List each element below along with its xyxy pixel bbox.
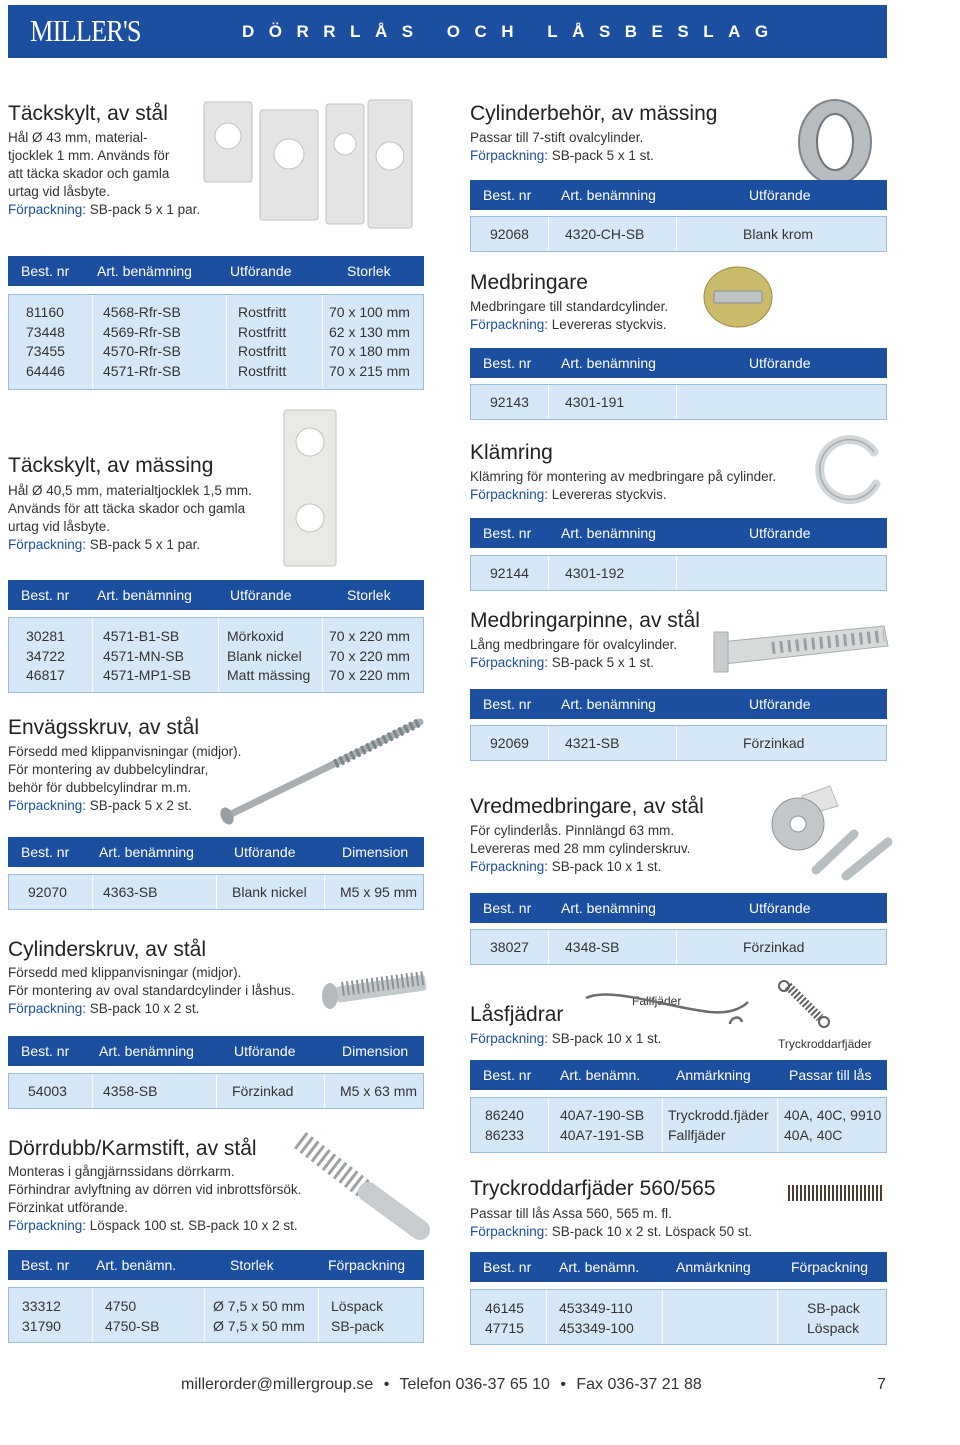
table-cell: Blank nickel — [227, 647, 302, 664]
section-title: Täckskylt, av stål — [8, 102, 168, 125]
packaging: Förpackning: SB-pack 5 x 1 par. — [8, 202, 201, 217]
table-cell: 4571-Rfr-SB — [103, 362, 181, 379]
table-cell: Rostfritt — [238, 323, 287, 340]
table-header — [8, 1036, 424, 1066]
table-cell: 4301-191 — [565, 394, 625, 410]
footer-phone: Telefon 036-37 65 10 — [399, 1376, 550, 1393]
product-table — [470, 216, 887, 252]
desc-line: Hål Ø 43 mm, material- — [8, 130, 148, 145]
section-vredmedbringare — [470, 795, 704, 876]
clamp-ring-image — [812, 432, 888, 508]
table-cell: 4569-Rfr-SB — [103, 323, 181, 340]
section-klamring — [470, 441, 776, 504]
table-cell: 4571-MP1-SB — [103, 667, 191, 683]
table-cell: SB-pack — [331, 1317, 384, 1334]
one-way-screw-image — [215, 712, 430, 827]
table-cell: 4570-Rfr-SB — [103, 343, 181, 359]
table-cell: 4348-SB — [565, 939, 620, 955]
cover-plate-brass-image — [280, 408, 340, 570]
col-header: Utförande — [749, 355, 811, 371]
knob-driver-image — [758, 782, 898, 882]
section-title: Klämring — [470, 441, 553, 464]
col-header: Art. benämning — [561, 696, 656, 712]
desc-line: urtag vid låsbyte. — [8, 519, 111, 534]
col-header: Passar till lås — [789, 1067, 872, 1083]
desc-line: Förhindrar avlyftning av dörren vid inbrottsförsök. — [8, 1182, 302, 1197]
col-header: Utförande — [230, 263, 292, 279]
col-header: Utförande — [234, 844, 296, 860]
product-table — [8, 1287, 424, 1343]
table-cell: Tryckrodd.fjäder — [668, 1107, 769, 1123]
table-cell: 73455 — [26, 343, 65, 359]
col-header: Art. benämning — [561, 525, 656, 541]
table-cell: 86233 — [485, 1126, 524, 1143]
col-header: Art. benämn. — [560, 1067, 641, 1083]
section-title: Medbringare — [470, 271, 588, 294]
col-header: Utförande — [749, 187, 811, 203]
table-cell: 4750-SB — [105, 1317, 160, 1334]
col-header: Art. benämning — [561, 355, 656, 371]
desc-line: För cylinderlås. Pinnlängd 63 mm. — [470, 823, 675, 838]
col-header: Art. benämning — [561, 187, 656, 203]
packaging: Förpackning: SB-pack 5 x 1 st. — [470, 148, 654, 163]
product-table — [470, 1097, 887, 1153]
section-medbringarpinne — [470, 609, 700, 672]
table-cell: 33312 — [22, 1298, 61, 1314]
table-cell: Rostfritt — [238, 343, 287, 359]
section-cylinderskruv — [8, 938, 295, 1018]
product-table — [470, 384, 887, 420]
table-header — [470, 1252, 887, 1282]
table-cell: 62 x 130 mm — [329, 323, 410, 340]
desc-line: Försedd med klippanvisningar (midjor). — [8, 744, 242, 759]
col-header: Utförande — [230, 587, 292, 603]
table-cell: 54003 — [28, 1083, 67, 1099]
desc-line: Lång medbringare för ovalcylinder. — [470, 637, 678, 652]
table-cell: 70 x 180 mm — [329, 343, 410, 359]
section-title: Medbringarpinne, av stål — [470, 609, 700, 632]
table-header — [8, 256, 424, 286]
col-header: Best. nr — [21, 587, 70, 603]
table-cell: 81160 — [26, 304, 64, 320]
product-table — [470, 929, 887, 965]
table-cell: Blank nickel — [232, 884, 307, 900]
col-header: Best. nr — [483, 1259, 532, 1275]
table-cell: M5 x 63 mm — [340, 1083, 418, 1099]
col-header: Storlek — [347, 587, 391, 603]
table-cell: M5 x 95 mm — [340, 884, 418, 900]
col-header: Art. benämning — [97, 587, 192, 603]
table-cell: 40A, 40C — [784, 1126, 843, 1143]
table-cell: 4571-B1-SB — [103, 628, 180, 644]
product-table — [470, 555, 887, 591]
packaging: Förpackning: SB-pack 5 x 1 par. — [8, 537, 201, 552]
footer-fax: Fax 036-37 21 88 — [576, 1376, 702, 1393]
door-stud-image — [288, 1130, 433, 1242]
section-title: Envägsskruv, av stål — [8, 716, 200, 739]
table-cell: 92069 — [490, 735, 529, 751]
table-cell: Mörkoxid — [227, 628, 284, 644]
table-header — [8, 837, 424, 867]
section-tackskylt-massing — [8, 454, 252, 554]
desc-line: Medbringare till standardcylinder. — [470, 299, 669, 314]
packaging: Förpackning: SB-pack 10 x 1 st. — [470, 1031, 662, 1046]
table-cell: Ø 7,5 x 50 mm — [213, 1298, 305, 1314]
section-title: Cylinderskruv, av stål — [8, 938, 207, 961]
table-cell: 92143 — [490, 394, 529, 410]
section-title: Tryckroddarfjäder 560/565 — [470, 1177, 716, 1200]
section-dorrdubb — [8, 1137, 301, 1235]
col-header: Storlek — [347, 263, 391, 279]
table-header — [8, 580, 424, 610]
col-header: Best. nr — [483, 355, 532, 371]
footer-email[interactable]: millerorder@millergroup.se — [181, 1376, 374, 1393]
desc-line: Förzinkat utförande. — [8, 1200, 129, 1215]
product-table — [8, 874, 424, 910]
table-cell: 92144 — [490, 565, 529, 581]
table-cell: Matt mässing — [227, 667, 311, 683]
table-cell: 47715 — [485, 1319, 524, 1336]
table-cell: 4568-Rfr-SB — [103, 304, 181, 320]
packaging: Förpackning: SB-pack 5 x 2 st. — [8, 798, 192, 813]
table-cell: 453349-100 — [559, 1319, 634, 1336]
table-cell: 4363-SB — [103, 884, 158, 900]
table-cell: 64446 — [26, 362, 65, 379]
product-table — [8, 294, 424, 390]
col-header: Utförande — [749, 696, 811, 712]
table-cell: Löspack — [331, 1298, 384, 1314]
table-header — [8, 1250, 424, 1280]
desc-line: Försedd med klippanvisningar (midjor). — [8, 965, 242, 980]
footer-separator: • — [383, 1376, 390, 1393]
table-cell: 453349-110 — [559, 1300, 633, 1316]
desc-line: För montering av dubbelcylindrar, — [8, 762, 209, 777]
table-cell: 70 x 215 mm — [329, 362, 410, 379]
desc-line: Används för att täcka skador och gamla — [8, 501, 246, 516]
table-cell: Rostfritt — [238, 362, 287, 379]
table-cell: 40A7-191-SB — [560, 1126, 645, 1143]
col-header: Best. nr — [483, 696, 532, 712]
table-cell: 38027 — [490, 939, 529, 955]
table-cell: Förzinkad — [743, 735, 805, 751]
section-title: Vredmedbringare, av stål — [470, 795, 704, 818]
desc-line: Passar till 7-stift ovalcylinder. — [470, 130, 644, 145]
table-cell: 73448 — [26, 323, 65, 340]
col-header: Utförande — [234, 1043, 296, 1059]
col-header: Art. benämning — [561, 900, 656, 916]
section-tryckroddarfjader — [470, 1177, 752, 1241]
table-cell: Förzinkad — [743, 939, 805, 955]
table-cell: 92070 — [28, 884, 67, 900]
footer-separator: • — [560, 1376, 566, 1393]
col-header: Art. benämning — [97, 263, 192, 279]
col-header: Best. nr — [483, 900, 532, 916]
desc-line: Klämring för montering av medbringare på cylinder. — [470, 469, 777, 484]
table-cell: 70 x 100 mm — [329, 304, 410, 320]
product-table — [470, 1289, 887, 1345]
cover-plates-steel-image — [198, 96, 428, 231]
table-cell: Rostfritt — [238, 304, 287, 320]
section-tackskylt-stal — [8, 102, 200, 219]
packaging: Förpackning: SB-pack 10 x 2 st. — [8, 1001, 200, 1016]
table-cell: 4320-CH-SB — [565, 226, 645, 242]
table-header — [470, 518, 887, 548]
desc-line: behör för dubbelcylindrar m.m. — [8, 780, 192, 795]
col-header: Art. benämn. — [559, 1259, 640, 1275]
table-cell: 4358-SB — [103, 1083, 158, 1099]
col-header: Förpackning — [791, 1259, 869, 1275]
cylinder-ring-image — [790, 94, 880, 189]
table-cell: 34722 — [26, 647, 65, 664]
col-header: Best. nr — [483, 1067, 532, 1083]
section-title: Låsfjädrar — [470, 1003, 564, 1026]
table-cell: 86240 — [485, 1107, 524, 1123]
table-cell: 40A7-190-SB — [560, 1107, 645, 1123]
table-cell: 46817 — [26, 667, 65, 683]
col-header: Best. nr — [21, 1257, 70, 1273]
section-title: Dörrdubb/Karmstift, av stål — [8, 1137, 257, 1160]
col-header: Utförande — [749, 900, 811, 916]
col-header: Best. nr — [483, 525, 532, 541]
table-header — [470, 1060, 887, 1090]
driver-pin-image — [712, 618, 890, 688]
col-header: Utförande — [749, 525, 811, 541]
table-cell: 31790 — [22, 1317, 61, 1334]
col-header: Dimension — [342, 1043, 409, 1059]
spring-label: Fallfjäder — [632, 994, 682, 1008]
product-table — [8, 1073, 424, 1109]
desc-line: att täcka skador och gamla — [8, 166, 170, 181]
pressure-spring-image — [780, 1176, 890, 1210]
section-title: Cylinderbehör, av mässing — [470, 102, 718, 125]
section-title: Täckskylt, av mässing — [8, 454, 214, 477]
col-header: Art. benämning — [99, 1043, 194, 1059]
table-cell: Blank krom — [743, 226, 814, 242]
table-header — [470, 348, 887, 378]
col-header: Art. benämning — [99, 844, 194, 860]
col-header: Anmärkning — [676, 1067, 751, 1083]
table-cell: 46145 — [485, 1300, 524, 1316]
desc-line: Levereras med 28 mm cylinderskruv. — [470, 841, 691, 856]
table-cell: 70 x 220 mm — [329, 628, 410, 644]
col-header: Förpackning — [328, 1257, 406, 1273]
product-table — [470, 725, 887, 761]
desc-line: tjocklek 1 mm. Används för — [8, 148, 170, 163]
page-header — [8, 5, 887, 58]
table-cell: 92068 — [490, 226, 529, 242]
col-header: Storlek — [230, 1257, 274, 1273]
spring-label: Tryckroddarfjäder — [778, 1037, 872, 1051]
page-number: 7 — [877, 1376, 886, 1393]
page-footer — [181, 1376, 702, 1394]
desc-line: urtag vid låsbyte. — [8, 184, 111, 199]
table-cell: 40A, 40C, 9910 — [784, 1107, 882, 1123]
lock-springs-image — [580, 978, 890, 1038]
packaging: Förpackning: Levereras styckvis. — [470, 487, 667, 502]
packaging: Förpackning: SB-pack 10 x 2 st. Löspack 50 st. — [470, 1224, 753, 1239]
section-envagsskruv — [8, 716, 241, 815]
product-table — [8, 617, 424, 693]
table-header — [470, 180, 887, 210]
table-cell: Förzinkad — [232, 1083, 294, 1099]
table-cell: 4750 — [105, 1298, 137, 1314]
col-header: Anmärkning — [676, 1259, 751, 1275]
table-cell: Löspack — [807, 1319, 860, 1336]
cylinder-screw-image — [318, 966, 430, 1016]
packaging: Förpackning: Löspack 100 st. SB-pack 10 x 2 st. — [8, 1218, 298, 1233]
col-header: Best. nr — [21, 263, 70, 279]
table-cell: 30281 — [26, 628, 65, 644]
desc-line: Monteras i gångjärnssidans dörrkarm. — [8, 1164, 235, 1179]
desc-line: Hål Ø 40,5 mm, materialtjocklek 1,5 mm. — [8, 483, 252, 498]
desc-line: Passar till lås Assa 560, 565 m. fl. — [470, 1206, 672, 1221]
section-medbringare — [470, 271, 668, 334]
packaging: Förpackning: SB-pack 5 x 1 st. — [470, 655, 654, 670]
col-header: Best. nr — [21, 1043, 70, 1059]
page-title: DÖRRLÅS OCH LÅSBESLAG — [242, 22, 783, 41]
table-cell: SB-pack — [807, 1300, 860, 1316]
table-header — [470, 689, 887, 719]
packaging: Förpackning: Levereras styckvis. — [470, 317, 667, 332]
col-header: Art. benämn. — [96, 1257, 177, 1273]
table-cell: 70 x 220 mm — [329, 647, 410, 664]
brand-logo: MILLER'S — [30, 13, 141, 48]
table-cell: Fallfjäder — [668, 1126, 726, 1143]
col-header: Best. nr — [483, 187, 532, 203]
table-cell: Ø 7,5 x 50 mm — [213, 1317, 305, 1334]
col-header: Best. nr — [21, 844, 70, 860]
section-cylinderbehor — [470, 102, 717, 165]
packaging: Förpackning: SB-pack 10 x 1 st. — [470, 859, 662, 874]
table-cell: 4321-SB — [565, 735, 620, 751]
table-cell: 70 x 220 mm — [329, 667, 410, 683]
desc-line: För montering av oval standardcylinder i låshus. — [8, 983, 295, 998]
driver-disc-image — [700, 264, 776, 330]
table-cell: 4301-192 — [565, 565, 625, 581]
col-header: Dimension — [342, 844, 409, 860]
table-cell: 4571-MN-SB — [103, 647, 184, 664]
table-header — [470, 893, 887, 923]
